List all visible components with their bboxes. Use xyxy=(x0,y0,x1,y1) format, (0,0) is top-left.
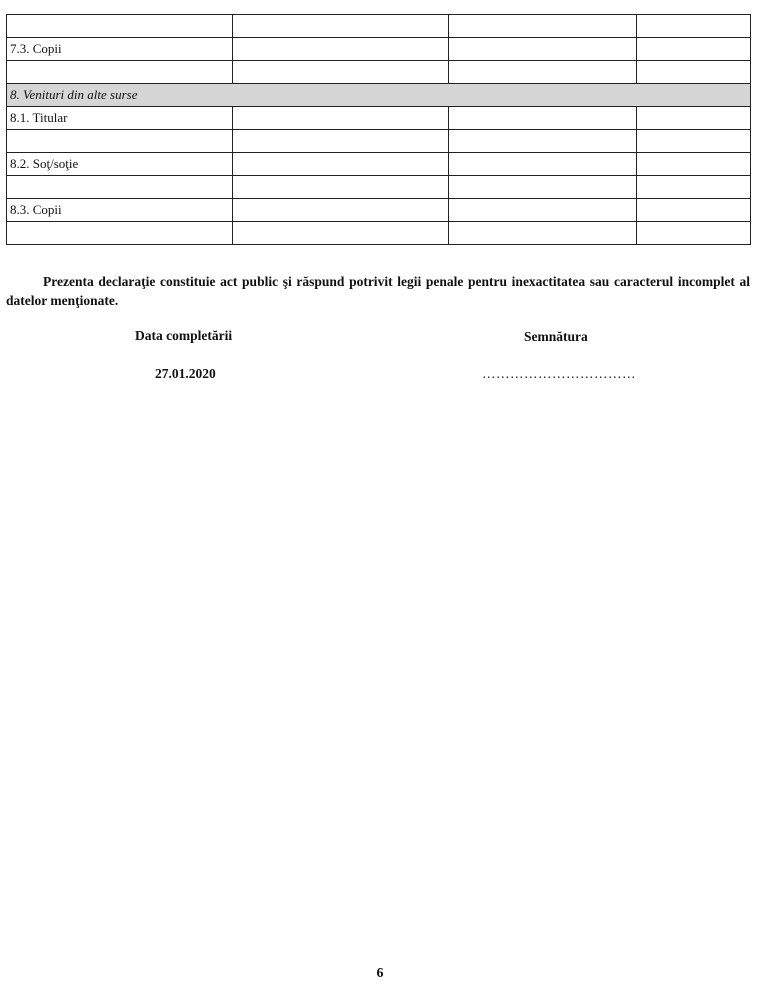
empty-cell xyxy=(637,107,751,130)
section-row xyxy=(7,84,751,107)
row-label-cell: 8.3. Copii xyxy=(7,199,233,222)
empty-cell xyxy=(233,176,449,199)
row-label-cell xyxy=(7,15,233,38)
empty-cell xyxy=(449,107,637,130)
row-label-cell xyxy=(7,130,233,153)
table-row xyxy=(7,15,751,38)
empty-cell xyxy=(449,15,637,38)
signature-line: …………………………… xyxy=(482,366,636,381)
empty-cell xyxy=(233,130,449,153)
empty-cell xyxy=(449,176,637,199)
row-label-cell: 7.3. Copii xyxy=(7,38,233,61)
empty-cell xyxy=(233,61,449,84)
page-number: 6 xyxy=(376,966,384,981)
row-label-cell xyxy=(7,61,233,84)
empty-cell xyxy=(233,222,449,245)
empty-cell xyxy=(449,199,637,222)
empty-cell xyxy=(637,15,751,38)
empty-cell xyxy=(233,38,449,61)
declaration-statement: Prezenta declaraţie constituie act public şi răspund potrivit legii penale pentru inexactitatea sau caracterul incomplet al datelor menţionate. xyxy=(6,274,750,308)
table-row xyxy=(7,222,751,245)
section-heading: 8. Venituri din alte surse xyxy=(7,84,751,107)
empty-cell xyxy=(233,15,449,38)
table-row xyxy=(7,153,751,176)
table-row xyxy=(7,176,751,199)
empty-cell xyxy=(449,153,637,176)
row-label-cell xyxy=(7,222,233,245)
empty-cell xyxy=(637,176,751,199)
empty-cell xyxy=(637,153,751,176)
income-table xyxy=(6,14,751,245)
empty-cell xyxy=(637,130,751,153)
empty-cell xyxy=(637,38,751,61)
income-table-body xyxy=(7,15,751,245)
empty-cell xyxy=(449,130,637,153)
table-row xyxy=(7,61,751,84)
row-label-cell: 8.2. Soţ/soţie xyxy=(7,153,233,176)
empty-cell xyxy=(449,38,637,61)
date-label: Data completării xyxy=(135,328,233,343)
empty-cell xyxy=(449,61,637,84)
empty-cell xyxy=(637,61,751,84)
row-label-cell: 8.1. Titular xyxy=(7,107,233,130)
date-value: 27.01.2020 xyxy=(155,366,216,381)
table-row xyxy=(7,199,751,222)
empty-cell xyxy=(233,153,449,176)
empty-cell xyxy=(233,107,449,130)
table-row xyxy=(7,107,751,130)
table-row xyxy=(7,38,751,61)
empty-cell xyxy=(637,199,751,222)
empty-cell xyxy=(233,199,449,222)
table-row xyxy=(7,130,751,153)
row-label-cell xyxy=(7,176,233,199)
empty-cell xyxy=(449,222,637,245)
signature-label: Semnătura xyxy=(524,329,588,344)
empty-cell xyxy=(637,222,751,245)
